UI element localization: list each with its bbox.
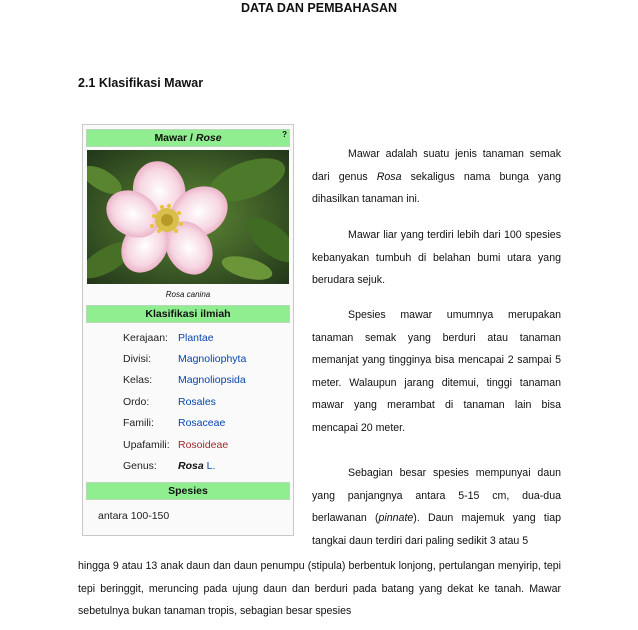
genus-author-link[interactable]: L. bbox=[203, 460, 216, 472]
photo-caption: Rosa canina bbox=[165, 290, 211, 299]
paragraph-italic: Rosa bbox=[376, 170, 402, 183]
paragraph-2 bbox=[312, 224, 561, 292]
taxo-link[interactable]: Magnoliophyta bbox=[178, 353, 247, 365]
taxobox bbox=[82, 124, 294, 536]
rose-photo bbox=[87, 150, 289, 284]
species-text: antara 100-150 bbox=[98, 510, 170, 522]
taxo-link[interactable]: Plantae bbox=[178, 332, 214, 344]
paragraph-1 bbox=[312, 143, 561, 211]
classification-header: Klasifikasi ilmiah bbox=[86, 305, 290, 323]
species-header: Spesies bbox=[86, 482, 290, 500]
taxo-link[interactable]: Rosaceae bbox=[178, 417, 226, 429]
paragraph-text: ). Daun majemuk yang tiap tangkai daun terdiri dari paling sedikit 3 atau 5 bbox=[312, 512, 561, 547]
taxobox-title-italic: Rose bbox=[195, 132, 222, 144]
taxo-label: Kelas: bbox=[123, 374, 153, 386]
paragraph-text: Sebagian besar spesies mempunyai daun yang panjangnya antara 5-15 cm, dua-dua berlawanan ( bbox=[312, 467, 561, 524]
paragraph-text: Mawar liar yang terdiri lebih dari 100 spesies kebanyakan tumbuh di belahan bumi utara yang berudara sejuk. bbox=[312, 229, 561, 286]
paragraph-text: sekaligus nama bunga yang dihasilkan tanaman ini. bbox=[312, 170, 561, 205]
section-heading: 2.1 Klasifikasi Mawar bbox=[78, 76, 204, 90]
taxobox-title-bar bbox=[86, 129, 290, 147]
taxo-label: Divisi: bbox=[123, 353, 151, 365]
taxo-label: Kerajaan: bbox=[123, 332, 168, 344]
taxo-label: Upafamili: bbox=[123, 439, 170, 451]
taxo-link[interactable]: Rosoideae bbox=[178, 439, 229, 451]
taxo-label: Ordo: bbox=[123, 396, 150, 408]
taxo-label: Famili: bbox=[123, 417, 154, 429]
taxo-label: Genus: bbox=[123, 460, 157, 472]
genus-name: Rosa bbox=[178, 460, 204, 472]
taxo-link[interactable]: Magnoliopsida bbox=[178, 374, 246, 386]
paragraph-3 bbox=[312, 304, 561, 439]
page-title: DATA DAN PEMBAHASAN bbox=[240, 1, 397, 15]
paragraph-text: Mawar adalah suatu jenis tanaman semak dari genus bbox=[312, 148, 561, 183]
paragraph-italic: pinnate bbox=[378, 512, 414, 524]
paragraph-4-continued: hingga 9 atau 13 anak daun dan daun penumpu (stipula) berbentuk lonjong, pertulangan menyirip, tepi tepi beringgit, meruncing pada ujung daun dan berduri pada batang yang dekat ke tanah. Mawar sebetulnya bukan tanaman tropis, sebagian besar spesies bbox=[78, 560, 561, 617]
paragraph-4 bbox=[312, 462, 561, 552]
taxobox-title-main: Mawar / bbox=[154, 132, 196, 144]
paragraph-text: Spesies mawar umumnya merupakan tanaman semak yang berduri atau tanaman memanjat yang tingginya bisa mencapai 2 sampai 5 meter. Walaupun jarang ditemui, tinggi tanaman mawar yang merambat di tanaman lain bisa mencapai 20 meter. bbox=[312, 309, 561, 434]
help-link[interactable]: ? bbox=[282, 130, 287, 139]
rose-flower-image bbox=[87, 150, 289, 284]
taxo-genus bbox=[178, 460, 215, 472]
taxo-link[interactable]: Rosales bbox=[178, 396, 216, 408]
